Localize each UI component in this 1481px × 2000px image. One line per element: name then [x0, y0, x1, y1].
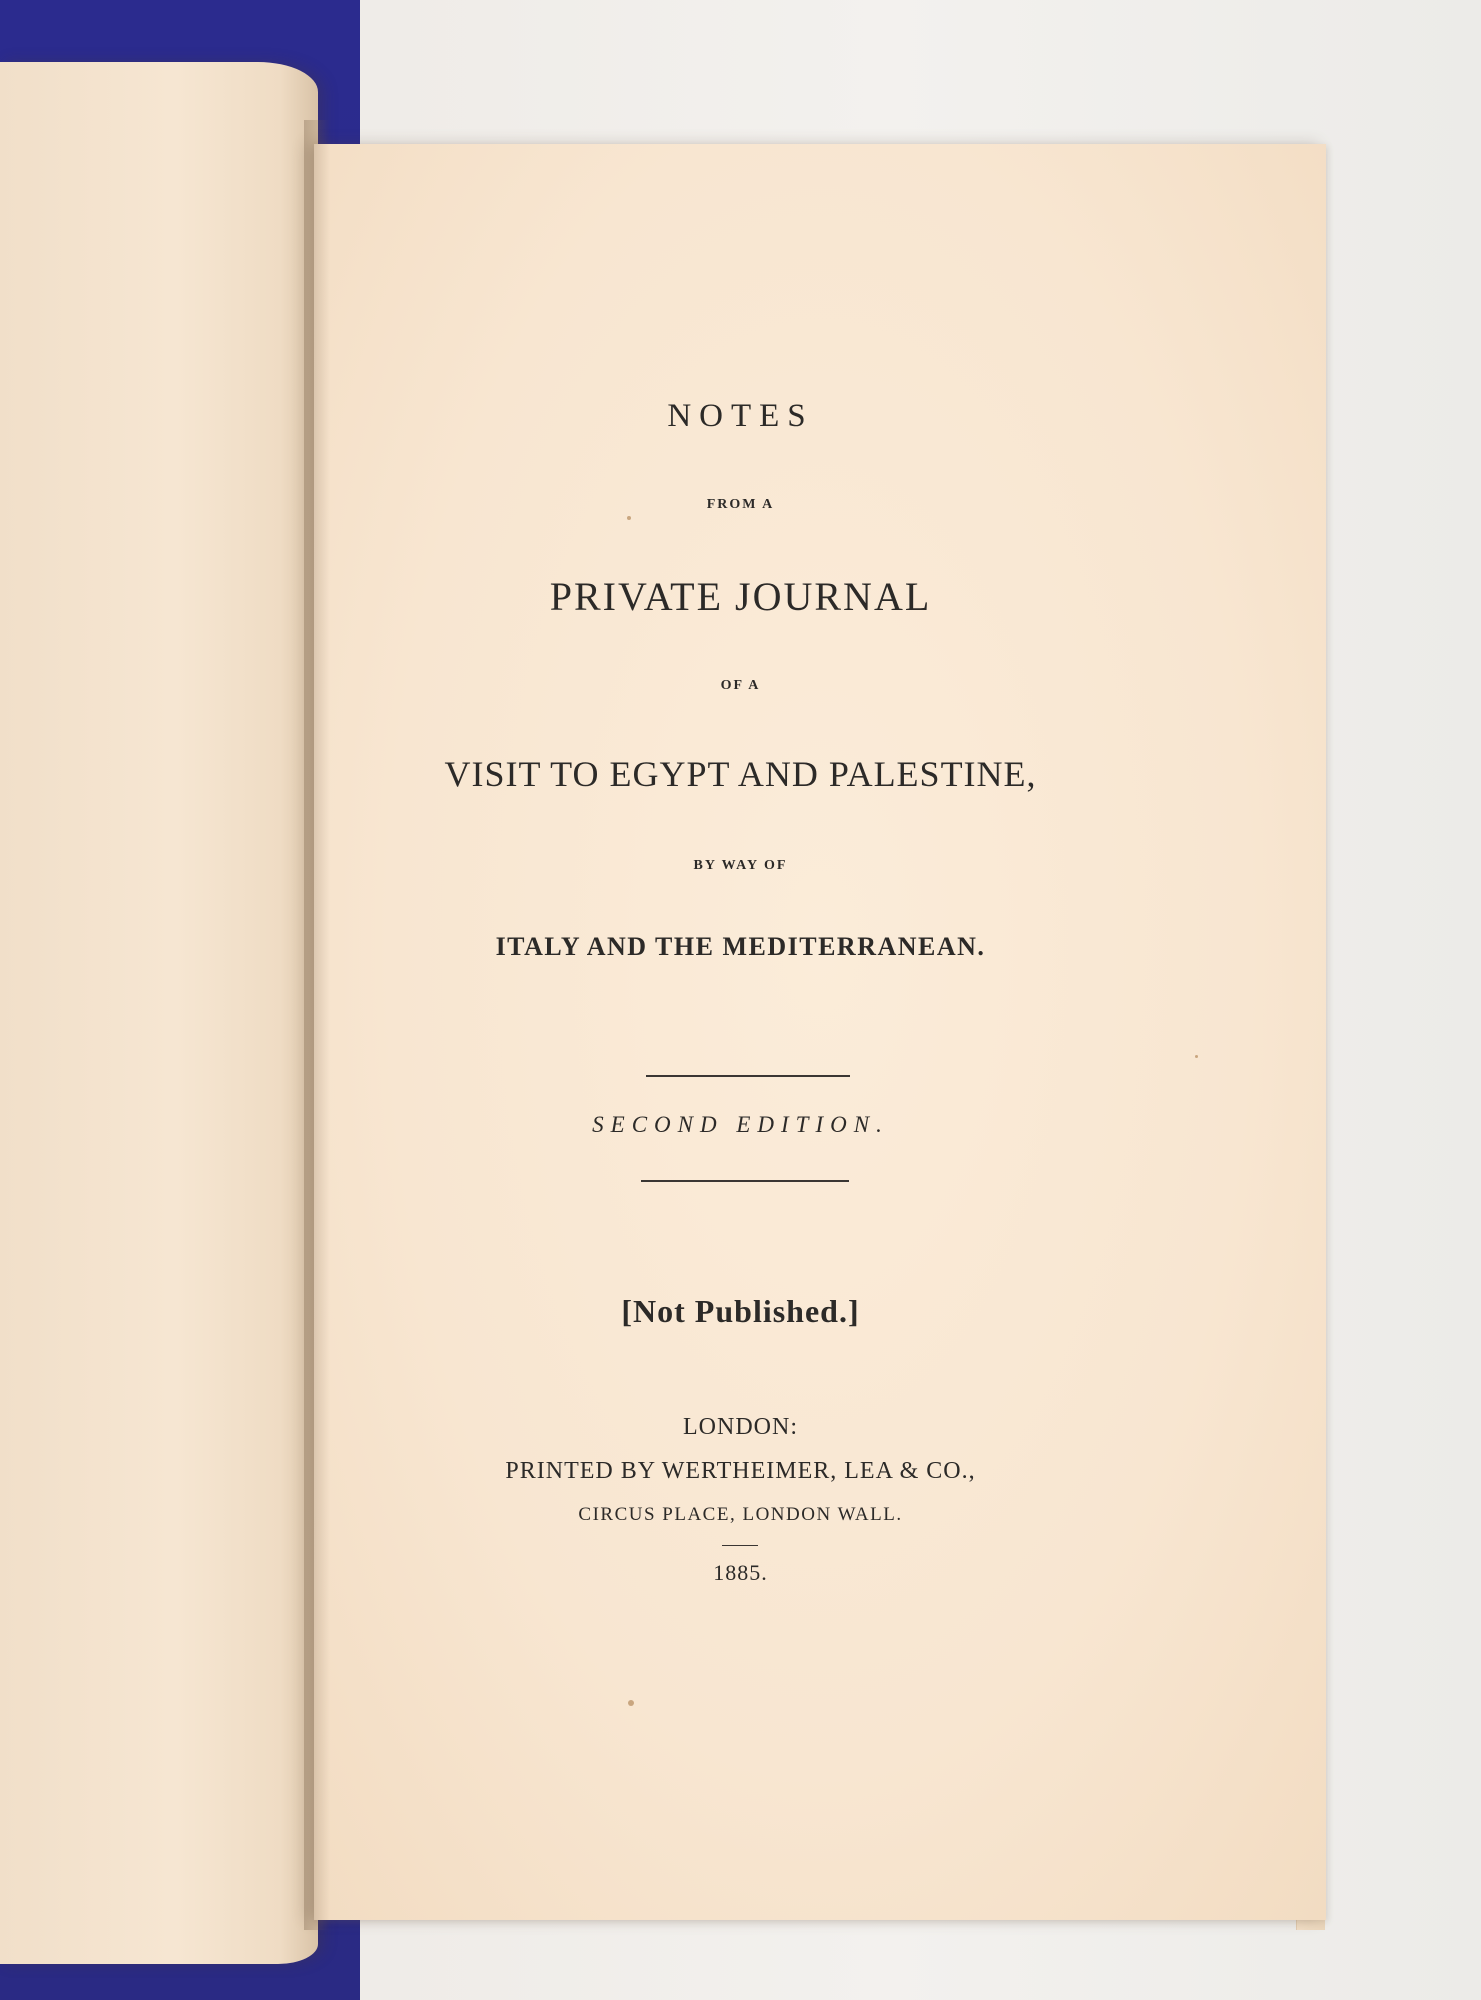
- edition-statement: SECOND EDITION.: [592, 1112, 889, 1137]
- gutter-shadow: [304, 120, 330, 1930]
- imprint-address: CIRCUS PLACE, LONDON WALL.: [578, 1504, 903, 1525]
- foxing-spot: [1195, 1055, 1198, 1058]
- connector-of-a: OF A: [720, 678, 761, 693]
- imprint-year: 1885.: [713, 1560, 768, 1585]
- not-published-note: [Not Published.]: [621, 1293, 860, 1329]
- foxing-spot: [628, 1700, 634, 1706]
- connector-by-way-of: BY WAY OF: [693, 858, 788, 873]
- divider-rule: [722, 1545, 758, 1546]
- imprint-printer: PRINTED BY WERTHEIMER, LEA & CO.,: [505, 1458, 976, 1484]
- divider-rule: [641, 1180, 849, 1182]
- left-page: [0, 62, 318, 1964]
- connector-from-a: FROM A: [706, 497, 775, 512]
- foxing-spot: [627, 516, 631, 520]
- title-route: ITALY AND THE MEDITERRANEAN.: [495, 932, 986, 961]
- title-visit: VISIT TO EGYPT AND PALESTINE,: [444, 754, 1037, 794]
- title-notes: NOTES: [667, 398, 814, 434]
- divider-rule: [646, 1075, 850, 1077]
- imprint-place: LONDON:: [683, 1414, 798, 1440]
- title-private-journal: PRIVATE JOURNAL: [549, 574, 932, 619]
